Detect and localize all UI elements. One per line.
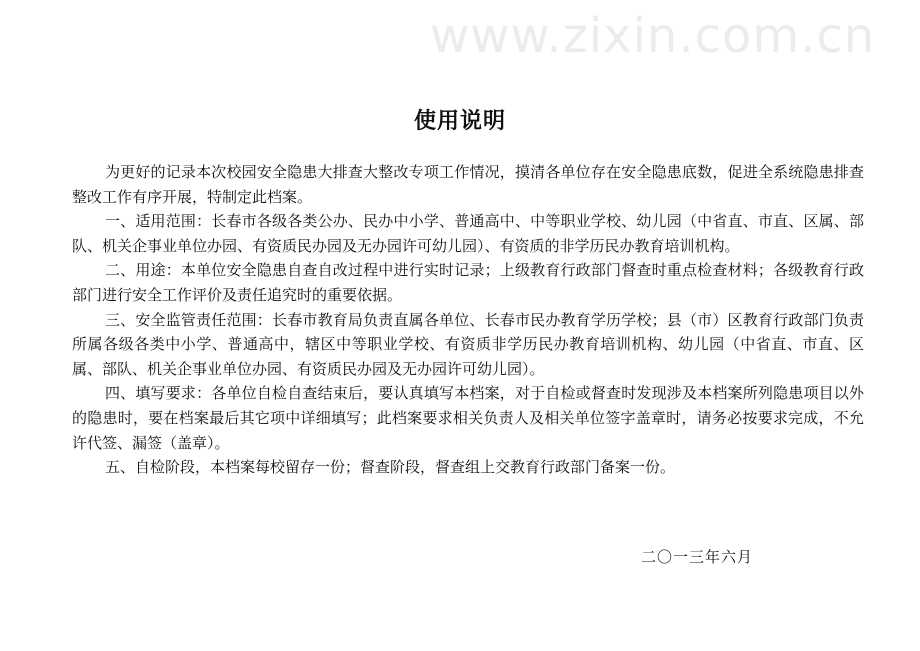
responsibility-paragraph: 三、安全监管责任范围：长春市教育局负责直属各单位、长春市民办教育学历学校；县（市）区教育行政部门负责所属各级各类中小学、普通高中，辖区中等职业学校、有资质非学历民办教育培训机构、幼儿园（中省直、市直、区属、部队、机关企事业单位办园、有资质民办园及无办园许可幼儿园）。 xyxy=(72,310,864,378)
intro-paragraph: 为更好的记录本次校园安全隐患大排查大整改专项工作情况，摸清各单位存在安全隐患底数，促进全系统隐患排查整改工作有序开展，特制定此档案。 xyxy=(72,163,864,206)
retention-paragraph: 五、自检阶段，本档案每校留存一份；督查阶段，督查组上交教育行政部门备案一份。 xyxy=(105,458,676,477)
requirements-paragraph: 四、填写要求：各单位自检自查结束后，要认真填写本档案，对于自检或督查时发现涉及本档案所列隐患项目以外的隐患时，要在档案最后其它项中详细填写；此档案要求相关负责人及相关单位签字盖章时，请务必按要求完成，不允许代签、漏签（盖章）。 xyxy=(72,384,864,452)
watermark: www.zixin.com.cn xyxy=(430,8,876,64)
page-title: 使用说明 xyxy=(413,108,506,134)
instructions-body xyxy=(72,160,864,480)
document-date: 二〇一三年六月 xyxy=(641,548,754,566)
scope-paragraph: 一、适用范围：长春市各级各类公办、民办中小学、普通高中、中等职业学校、幼儿园（中省直、市直、区属、部队、机关企事业单位办园、有资质民办园及无办园许可幼儿园）、有资质的非学历民办教育培训机构。 xyxy=(72,212,864,255)
purpose-paragraph: 二、用途：本单位安全隐患自查自改过程中进行实时记录；上级教育行政部门督查时重点检查材料；各级教育行政部门进行安全工作评价及责任追究时的重要依据。 xyxy=(72,261,864,304)
